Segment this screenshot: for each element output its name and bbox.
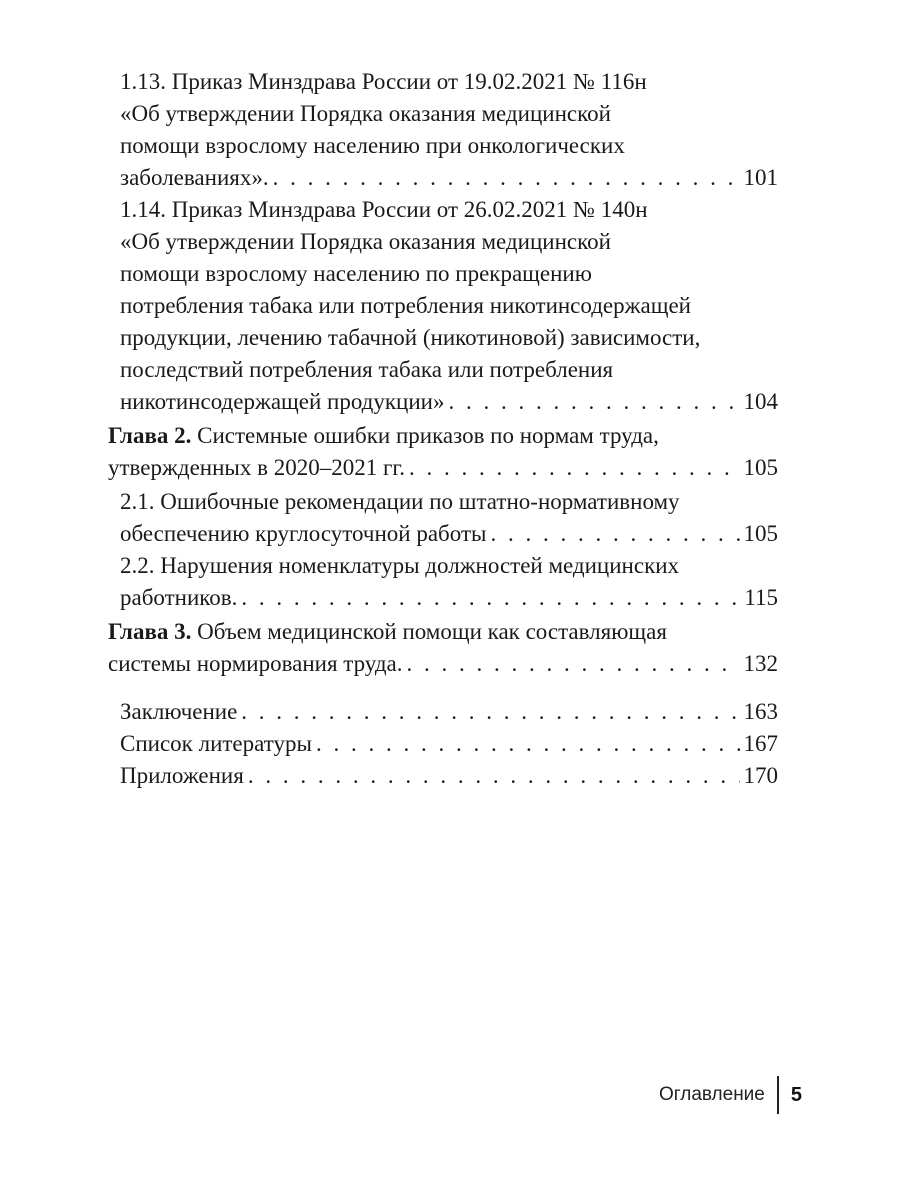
toc-page-number: 105 — [743, 455, 778, 480]
page-number: 5 — [790, 1083, 802, 1106]
toc-entry-text-line: последствий потребления табака или потребления — [120, 357, 614, 382]
toc-entry-1-14[interactable] — [108, 194, 778, 418]
toc-entry-text-line: обеспечению круглосуточной работы — [120, 521, 487, 546]
running-header-title: Оглавление — [658, 1084, 765, 1105]
toc-page-number: 104 — [743, 389, 778, 414]
dot-leader — [241, 582, 740, 614]
toc-entry-text-line: 1.13. Приказ Минздрава России от 19.02.2021 № 116н — [120, 69, 647, 94]
toc-entry-text-line: Список литературы — [120, 731, 312, 756]
toc-entry-text-line: продукции, лечению табачной (никотиновой) зависимости, — [120, 325, 701, 350]
toc-entry-2-2[interactable] — [108, 550, 778, 614]
toc-entry-text-line: Объем медицинской помощи как составляющая — [191, 619, 667, 644]
toc-page-number: 170 — [743, 763, 778, 788]
dot-leader — [448, 386, 739, 418]
toc-entry-text-line: утвержденных в 2020–2021 гг. — [108, 455, 405, 480]
toc-entry-2-1[interactable] — [108, 486, 778, 550]
toc-entry-references[interactable] — [108, 728, 778, 760]
toc-entry-text-line: заболеваниях». — [120, 165, 269, 190]
dot-leader — [490, 518, 739, 550]
toc-entry-text-line: потребления табака или потребления никотинсодержащей — [120, 293, 691, 318]
toc-entry-text-line: Заключение — [120, 699, 238, 724]
toc-entry-text-line: помощи взрослому населению по прекращению — [120, 261, 592, 286]
toc-entry-1-13[interactable] — [108, 66, 778, 194]
toc-entry-text-line: системы нормирования труда. — [108, 651, 403, 676]
dot-leader — [316, 728, 740, 760]
toc-entry-conclusion[interactable] — [108, 696, 778, 728]
dot-leader — [273, 162, 740, 194]
toc-entry-text-line: Системные ошибки приказов по нормам труда, — [191, 423, 659, 448]
dot-leader — [407, 648, 740, 680]
toc-entry-text-line: Приложения — [120, 763, 244, 788]
page-footer — [659, 1076, 802, 1114]
toc-entry-text-line: 1.14. Приказ Минздрава России от 26.02.2021 № 140н — [120, 197, 648, 222]
toc-page-number: 105 — [743, 521, 778, 546]
toc-chapter-2[interactable] — [108, 420, 778, 484]
toc-entry-text-line: помощи взрослому населению при онкологических — [120, 133, 625, 158]
toc-entry-text-line: работников. — [120, 585, 238, 610]
dot-leader — [241, 696, 739, 728]
chapter-label: Глава 2. — [108, 423, 192, 448]
toc-entry-text-line: «Об утверждении Порядка оказания медицинской — [120, 229, 611, 254]
table-of-contents — [108, 66, 778, 792]
toc-entry-text-line: «Об утверждении Порядка оказания медицинской — [120, 101, 611, 126]
toc-page-number: 132 — [743, 651, 778, 676]
toc-page-number: 115 — [744, 585, 778, 610]
dot-leader — [409, 452, 740, 484]
toc-page-number: 167 — [743, 731, 778, 756]
toc-entry-text-line: никотинсодержащей продукции» — [120, 389, 445, 414]
toc-entry-text-line: 2.1. Ошибочные рекомендации по штатно-нормативному — [120, 489, 680, 514]
dot-leader — [248, 760, 740, 792]
toc-page-number: 163 — [743, 699, 778, 724]
toc-page-number: 101 — [743, 165, 778, 190]
chapter-label: Глава 3. — [108, 619, 192, 644]
toc-entry-appendices[interactable] — [108, 760, 778, 792]
toc-chapter-3[interactable] — [108, 616, 778, 680]
toc-entry-text-line: 2.2. Нарушения номенклатуры должностей медицинских — [120, 553, 680, 578]
